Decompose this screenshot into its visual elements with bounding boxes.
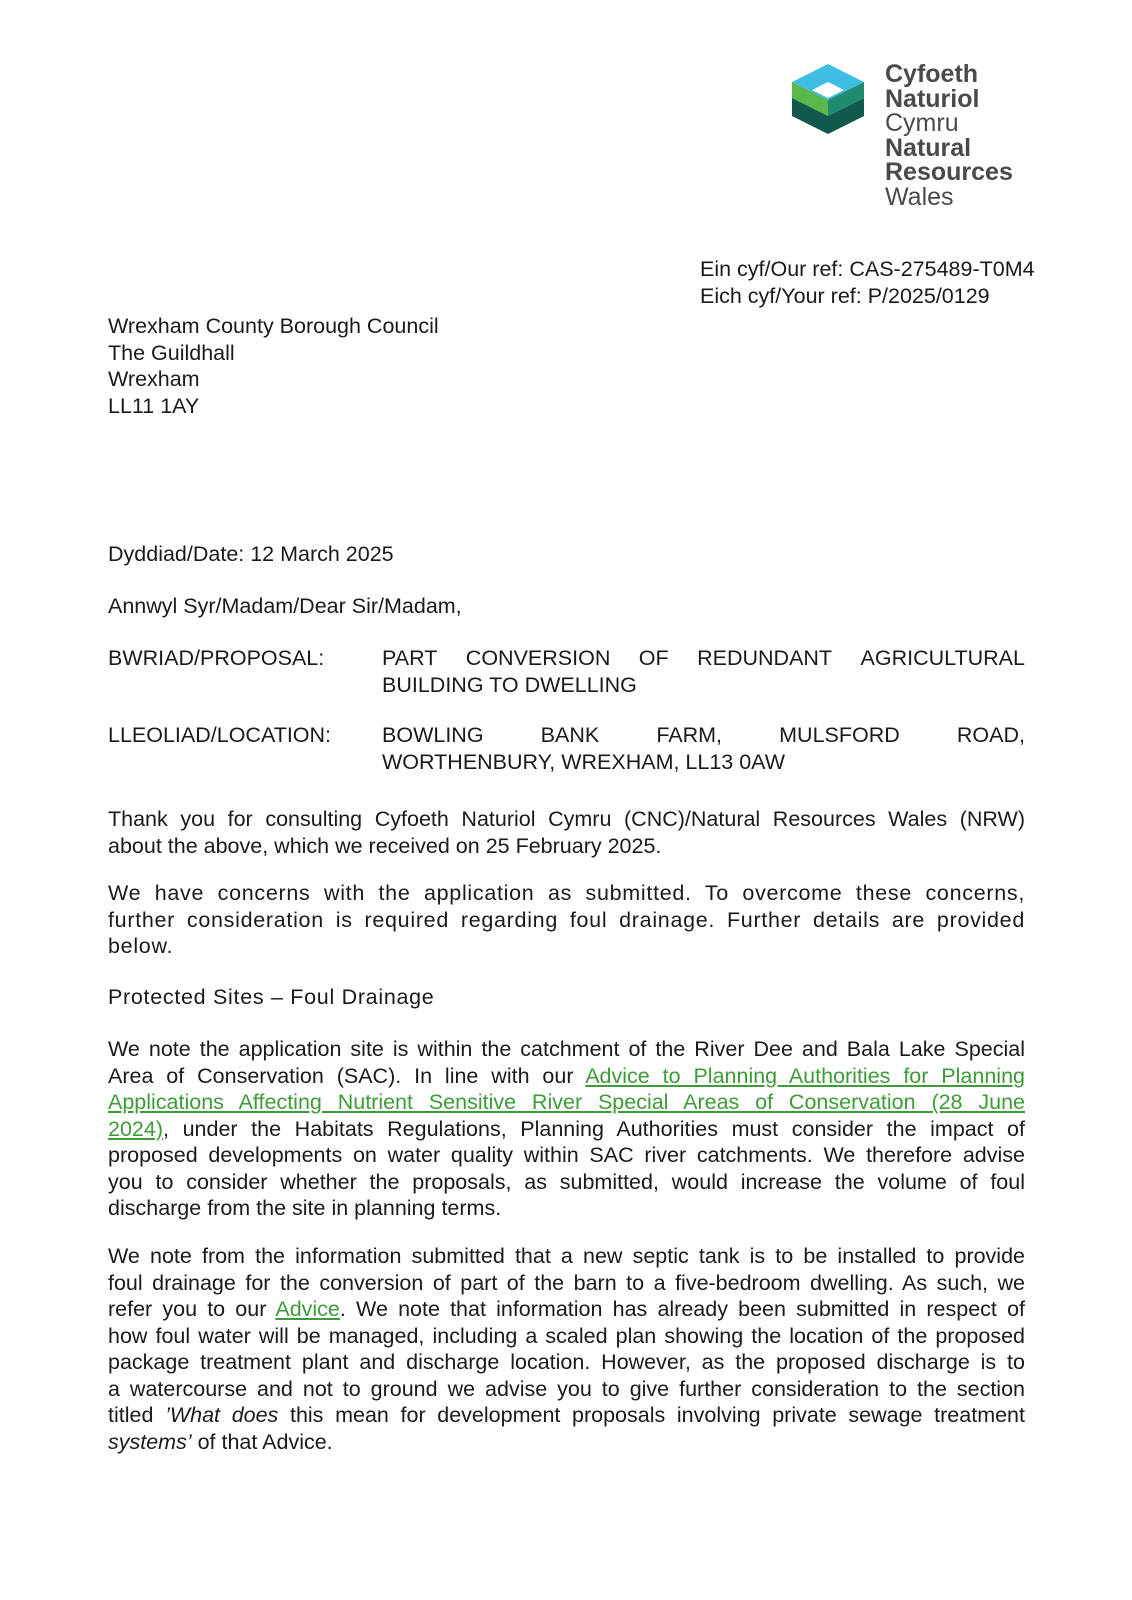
p4-line-5: package treatment plant and discharge location. However, as the proposed discharge is to: [108, 1350, 1025, 1374]
paragraph-septic-tank: [108, 1243, 1025, 1455]
location-label: LLEOLIAD/LOCATION:: [108, 723, 332, 747]
logo-line-4: Natural: [885, 133, 972, 162]
p1-line-2: about the above, which we received on 25 February 2025.: [108, 833, 662, 858]
p4-line-7-italic: ’What does: [165, 1403, 279, 1427]
proposal-word: PART: [382, 646, 438, 670]
location-word: BANK: [540, 723, 600, 747]
p4-line-2: foul drainage for the conversion of part of the barn to a five-bedroom dwelling. As such, we: [108, 1270, 1025, 1295]
p4-line-1: We note from the information submitted that a new septic tank is to be installed to provide: [108, 1244, 1025, 1268]
your-ref: Eich cyf/Your ref: P/2025/0129: [700, 283, 990, 308]
location-line-1: [382, 722, 1025, 749]
p3-line-6: you to consider whether the proposals, as submitted, would increase the volume of foul: [108, 1169, 1025, 1194]
logo-line-5: Resources: [885, 158, 1013, 186]
p4-line-8-italic: systems’: [108, 1429, 192, 1454]
proposal-label: BWRIAD/PROPOSAL:: [108, 646, 325, 670]
p2-line-2: further consideration is required regarding foul drainage. Further details are provided: [108, 907, 1025, 932]
p4-line-4: how foul water will be managed, including a scaled plan showing the location of the proposed: [108, 1323, 1025, 1348]
location-line-2: WORTHENBURY, WREXHAM, LL13 0AW: [382, 749, 786, 774]
p1-line-1: Thank you for consulting Cyfoeth Naturiol Cymru (CNC)/Natural Resources Wales (NRW): [108, 807, 1025, 831]
p4-line-8: [108, 1429, 1025, 1456]
location-word: MULSFORD: [779, 723, 900, 747]
proposal-line-2: BUILDING TO DWELLING: [382, 672, 637, 697]
address-line-2: The Guildhall: [108, 340, 235, 365]
p4-line-7-pre: titled: [108, 1403, 166, 1427]
location-value: [382, 722, 1025, 775]
p3-line-4: [108, 1116, 1025, 1143]
nrw-logo-text: [885, 62, 1013, 209]
p4-line-7: [108, 1402, 1025, 1429]
proposal-line-1: [382, 645, 1025, 672]
p4-line-3: [108, 1296, 1025, 1323]
salutation: Annwyl Syr/Madam/Dear Sir/Madam,: [108, 594, 462, 618]
address-line-1: Wrexham County Borough Council: [108, 314, 439, 338]
p3-line-2: [108, 1063, 1025, 1090]
p3-line-3: [108, 1089, 1025, 1116]
p3-line-5: proposed developments on water quality within SAC river catchments. We therefore advise: [108, 1143, 1025, 1167]
address-line-4: LL11 1AY: [108, 393, 200, 418]
proposal-word: AGRICULTURAL: [860, 646, 1025, 670]
p3-line-1: We note the application site is within the catchment of the River Dee and Bala Lake Special: [108, 1037, 1025, 1061]
location-word: ROAD,: [956, 723, 1025, 747]
logo-line-2: Naturiol: [885, 84, 980, 113]
proposal-word: CONVERSION: [465, 646, 611, 670]
advice-planning-authorities-link[interactable]: Applications Affecting Nutrient Sensitive River Special Areas of Conservation (28 June: [108, 1090, 1025, 1114]
p2-line-3: below.: [108, 934, 174, 958]
proposal-value: [382, 645, 1025, 698]
p3-line-7: discharge from the site in planning terms.: [108, 1196, 502, 1220]
letter-date: Dyddiad/Date: 12 March 2025: [108, 542, 394, 566]
our-ref: Ein cyf/Our ref: CAS-275489-T0M4: [700, 257, 1035, 281]
reference-block: [700, 256, 1035, 309]
paragraph-concerns: [108, 880, 1025, 960]
nrw-logo: [792, 64, 864, 139]
logo-line-6: Wales: [885, 182, 954, 211]
p2-line-1: We have concerns with the application as submitted. To overcome these concerns,: [108, 881, 1025, 905]
p3-line-4-text: , under the Habitats Regulations, Planning Authorities must consider the impact of: [163, 1116, 1025, 1141]
advice-planning-authorities-link[interactable]: Advice to Planning Authorities for Planning: [585, 1063, 1025, 1088]
paragraph-sac: [108, 1036, 1025, 1222]
p4-line-7-post: this mean for development proposals involving private sewage treatment: [278, 1403, 1025, 1427]
proposal-word: REDUNDANT: [697, 646, 833, 670]
paragraph-consultation: [108, 806, 1025, 859]
location-word: BOWLING: [382, 723, 484, 747]
nrw-logo-mark-icon: [792, 64, 864, 134]
logo-line-3: Cymru: [885, 109, 959, 137]
p4-line-3-post: . We note that information has already been submitted in respect of: [339, 1297, 1025, 1321]
p3-line-2-text: Area of Conservation (SAC). In line with our: [108, 1063, 586, 1088]
proposal-word: OF: [638, 646, 669, 670]
p4-line-6: a watercourse and not to ground we advise you to give further consideration to the section: [108, 1376, 1025, 1401]
section-heading: Protected Sites – Foul Drainage: [108, 985, 435, 1009]
p4-line-8-post: of that Advice.: [191, 1429, 333, 1454]
p4-line-3-pre: refer you to our: [108, 1297, 276, 1321]
advice-link[interactable]: Advice: [275, 1297, 340, 1321]
advice-planning-authorities-link[interactable]: 2024): [108, 1116, 163, 1141]
location-word: FARM,: [656, 723, 723, 747]
logo-line-1: Cyfoeth: [885, 60, 979, 88]
recipient-address: [108, 313, 439, 419]
address-line-3: Wrexham: [108, 367, 200, 391]
